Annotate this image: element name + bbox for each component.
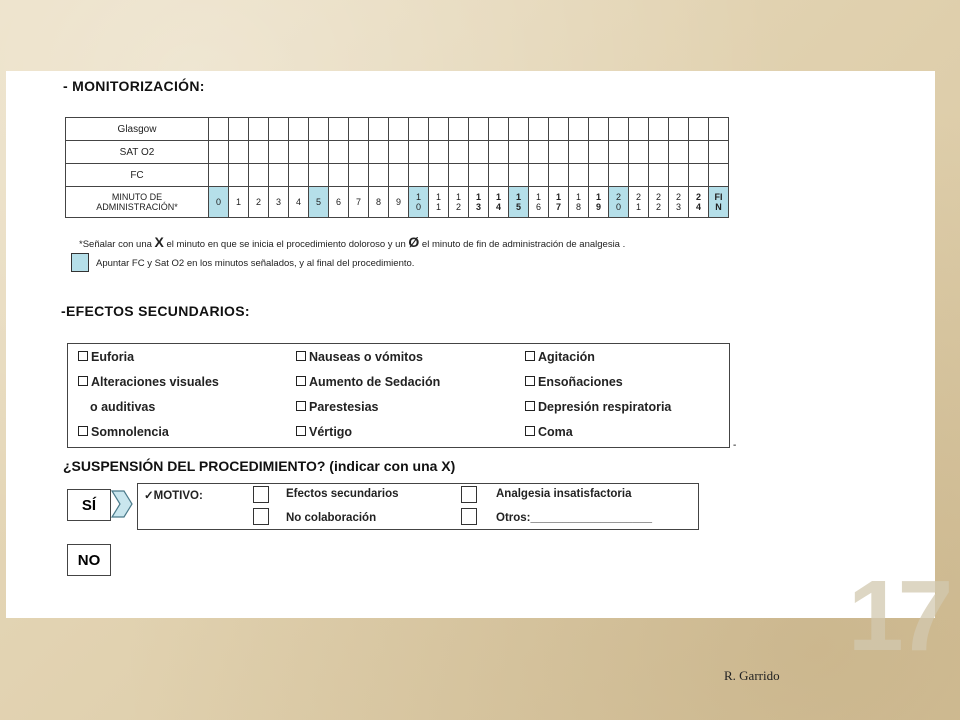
table-cell[interactable] bbox=[569, 141, 589, 164]
minute-cell-9[interactable]: 9 bbox=[389, 187, 409, 218]
slide-number: 17 bbox=[848, 560, 948, 672]
table-cell[interactable] bbox=[249, 141, 269, 164]
form-sheet bbox=[6, 71, 935, 618]
table-cell[interactable] bbox=[549, 141, 569, 164]
table-cell[interactable] bbox=[589, 118, 609, 141]
table-cell[interactable] bbox=[629, 164, 649, 187]
minute-cell-12[interactable]: 1 2 bbox=[449, 187, 469, 218]
table-cell[interactable] bbox=[509, 141, 529, 164]
table-cell[interactable] bbox=[329, 164, 349, 187]
minute-cell-3[interactable]: 3 bbox=[269, 187, 289, 218]
minute-cell-2[interactable]: 2 bbox=[249, 187, 269, 218]
option-efectos: Efectos secundarios bbox=[286, 488, 399, 500]
table-cell[interactable] bbox=[629, 118, 649, 141]
table-cell[interactable] bbox=[289, 141, 309, 164]
table-cell[interactable] bbox=[709, 164, 729, 187]
table-cell[interactable] bbox=[269, 118, 289, 141]
table-cell[interactable] bbox=[609, 141, 629, 164]
effect-coma[interactable]: Coma bbox=[525, 425, 573, 439]
table-cell[interactable] bbox=[549, 118, 569, 141]
note-text-a: *Señalar con una bbox=[79, 239, 152, 250]
table-cell[interactable] bbox=[269, 141, 289, 164]
table-cell[interactable] bbox=[269, 164, 289, 187]
highlight-legend-box bbox=[71, 253, 89, 272]
checkbox-icon bbox=[525, 376, 535, 386]
table-cell[interactable] bbox=[569, 118, 589, 141]
table-cell[interactable] bbox=[549, 164, 569, 187]
minute-cell-18[interactable]: 1 8 bbox=[569, 187, 589, 218]
table-cell[interactable] bbox=[329, 118, 349, 141]
row-label: Glasgow bbox=[66, 118, 209, 141]
table-cell[interactable] bbox=[329, 141, 349, 164]
table-cell[interactable] bbox=[649, 118, 669, 141]
yes-box[interactable]: SÍ bbox=[67, 489, 111, 521]
minute-cell-17[interactable]: 1 7 bbox=[549, 187, 569, 218]
table-cell[interactable] bbox=[389, 164, 409, 187]
minute-cell-21[interactable]: 2 1 bbox=[629, 187, 649, 218]
table-cell[interactable] bbox=[489, 141, 509, 164]
table-cell[interactable] bbox=[229, 164, 249, 187]
minute-cell-15[interactable]: 1 5 bbox=[509, 187, 529, 218]
suspension-question: ¿SUSPENSIÓN DEL PROCEDIMIENTO? (indicar con una X) bbox=[63, 458, 456, 474]
table-cell[interactable] bbox=[509, 118, 529, 141]
minute-cell-16[interactable]: 1 6 bbox=[529, 187, 549, 218]
table-cell[interactable] bbox=[589, 164, 609, 187]
checkbox-icon bbox=[296, 426, 306, 436]
chevron-right-icon bbox=[110, 489, 134, 519]
table-cell[interactable] bbox=[229, 141, 249, 164]
table-cell[interactable] bbox=[609, 164, 629, 187]
checkbox-icon bbox=[525, 426, 535, 436]
author-credit: R. Garrido bbox=[724, 668, 780, 683]
effect-ensonaciones[interactable]: Ensoñaciones bbox=[525, 375, 623, 389]
minute-cell-fin[interactable]: FI N bbox=[709, 187, 729, 218]
checkbox-icon bbox=[78, 376, 88, 386]
monitoring-title: - MONITORIZACIÓN: bbox=[63, 78, 205, 94]
checkbox-icon bbox=[296, 401, 306, 411]
minute-cell-24[interactable]: 2 4 bbox=[689, 187, 709, 218]
table-cell[interactable] bbox=[469, 164, 489, 187]
table-cell[interactable] bbox=[249, 164, 269, 187]
checkbox-icon bbox=[78, 351, 88, 361]
table-cell[interactable] bbox=[689, 164, 709, 187]
table-cell[interactable] bbox=[369, 141, 389, 164]
table-cell[interactable] bbox=[229, 118, 249, 141]
effect-agitacion[interactable]: Agitación bbox=[525, 350, 595, 364]
table-cell[interactable] bbox=[529, 141, 549, 164]
minute-cell-4[interactable]: 4 bbox=[289, 187, 309, 218]
table-cell[interactable] bbox=[569, 164, 589, 187]
effects-title: -EFECTOS SECUNDARIOS: bbox=[61, 303, 250, 319]
table-cell[interactable] bbox=[289, 118, 309, 141]
option-colaboracion: No colaboración bbox=[286, 512, 377, 524]
effect-vertigo[interactable]: Vértigo bbox=[296, 425, 352, 439]
minute-cell-8[interactable]: 8 bbox=[369, 187, 389, 218]
checkbox-analgesia[interactable] bbox=[461, 486, 477, 503]
table-cell[interactable] bbox=[409, 141, 429, 164]
table-cell[interactable] bbox=[709, 118, 729, 141]
minute-cell-6[interactable]: 6 bbox=[329, 187, 349, 218]
effect-sedacion[interactable]: Aumento de Sedación bbox=[296, 375, 440, 389]
table-cell[interactable] bbox=[709, 141, 729, 164]
table-cell[interactable] bbox=[289, 164, 309, 187]
table-cell[interactable] bbox=[449, 164, 469, 187]
checkbox-otros[interactable] bbox=[461, 508, 477, 525]
table-cell[interactable] bbox=[349, 141, 369, 164]
table-cell[interactable] bbox=[529, 118, 549, 141]
effect-euforia[interactable]: Euforia bbox=[78, 350, 134, 364]
effect-nauseas[interactable]: Nauseas o vómitos bbox=[296, 350, 423, 364]
table-row bbox=[66, 118, 729, 141]
checkbox-efectos[interactable] bbox=[253, 486, 269, 503]
monitoring-table bbox=[65, 117, 729, 218]
side-effects-box bbox=[67, 343, 730, 448]
table-cell[interactable] bbox=[469, 118, 489, 141]
table-cell[interactable] bbox=[669, 118, 689, 141]
minute-cell-0[interactable]: 0 bbox=[209, 187, 229, 218]
table-cell[interactable] bbox=[689, 118, 709, 141]
minute-row-label: MINUTO DE ADMINISTRACIÓN* bbox=[66, 187, 209, 218]
table-cell[interactable] bbox=[529, 164, 549, 187]
table-cell[interactable] bbox=[249, 118, 269, 141]
table-cell[interactable] bbox=[389, 141, 409, 164]
table-cell[interactable] bbox=[689, 141, 709, 164]
effect-somnolencia[interactable]: Somnolencia bbox=[78, 425, 169, 439]
checkbox-icon bbox=[78, 426, 88, 436]
table-cell[interactable] bbox=[669, 164, 689, 187]
note-empty-set-mark: Ø bbox=[408, 234, 420, 250]
table-cell[interactable] bbox=[429, 164, 449, 187]
table-cell[interactable] bbox=[349, 164, 369, 187]
effect-parestesias[interactable]: Parestesias bbox=[296, 400, 379, 414]
table-row bbox=[66, 141, 729, 164]
minute-cell-11[interactable]: 1 1 bbox=[429, 187, 449, 218]
effect-auditivas: o auditivas bbox=[90, 400, 156, 414]
checkbox-colaboracion[interactable] bbox=[253, 508, 269, 525]
checkbox-icon bbox=[525, 351, 535, 361]
note-x-mark: X bbox=[154, 234, 164, 250]
table-cell[interactable] bbox=[429, 141, 449, 164]
table-cell[interactable] bbox=[209, 141, 229, 164]
note-line-2: Apuntar FC y Sat O2 en los minutos señalados, y al final del procedimiento. bbox=[96, 258, 415, 269]
effect-alteraciones[interactable]: Alteraciones visuales bbox=[78, 375, 219, 389]
option-analgesia: Analgesia insatisfactoria bbox=[496, 488, 632, 500]
minute-cell-7[interactable]: 7 bbox=[349, 187, 369, 218]
minute-cell-5[interactable]: 5 bbox=[309, 187, 329, 218]
motivo-box bbox=[137, 483, 699, 530]
minute-cell-13[interactable]: 1 3 bbox=[469, 187, 489, 218]
note-line-1 bbox=[79, 234, 625, 250]
table-cell[interactable] bbox=[469, 141, 489, 164]
minute-cell-10[interactable]: 1 0 bbox=[409, 187, 429, 218]
dash-mark: - bbox=[733, 440, 737, 451]
table-cell[interactable] bbox=[649, 164, 669, 187]
table-cell[interactable] bbox=[669, 141, 689, 164]
table-row bbox=[66, 164, 729, 187]
minute-cell-19[interactable]: 1 9 bbox=[589, 187, 609, 218]
row-label: FC bbox=[66, 164, 209, 187]
table-cell[interactable] bbox=[449, 118, 469, 141]
table-cell[interactable] bbox=[489, 164, 509, 187]
minute-cell-23[interactable]: 2 3 bbox=[669, 187, 689, 218]
table-cell[interactable] bbox=[629, 141, 649, 164]
minute-cell-1[interactable]: 1 bbox=[229, 187, 249, 218]
no-box[interactable]: NO bbox=[67, 544, 111, 576]
table-cell[interactable] bbox=[609, 118, 629, 141]
table-cell[interactable] bbox=[309, 164, 329, 187]
option-otros: Otros:___________________ bbox=[496, 512, 653, 524]
table-cell[interactable] bbox=[409, 164, 429, 187]
note-text-b: el minuto en que se inicia el procedimiento doloroso y un bbox=[166, 239, 406, 250]
table-cell[interactable] bbox=[389, 118, 409, 141]
table-cell[interactable] bbox=[509, 164, 529, 187]
table-cell[interactable] bbox=[369, 118, 389, 141]
row-label: SAT O2 bbox=[66, 141, 209, 164]
table-cell[interactable] bbox=[349, 118, 369, 141]
minute-cell-20[interactable]: 2 0 bbox=[609, 187, 629, 218]
table-cell[interactable] bbox=[589, 141, 609, 164]
table-cell[interactable] bbox=[309, 141, 329, 164]
table-cell[interactable] bbox=[369, 164, 389, 187]
checkbox-icon bbox=[296, 376, 306, 386]
table-cell[interactable] bbox=[449, 141, 469, 164]
motivo-label: ✓MOTIVO: bbox=[144, 490, 203, 502]
effect-depresion[interactable]: Depresión respiratoria bbox=[525, 400, 671, 414]
minute-row bbox=[66, 187, 729, 218]
table-cell[interactable] bbox=[409, 118, 429, 141]
note-text-c: el minuto de fin de administración de analgesia . bbox=[421, 239, 626, 250]
minute-cell-14[interactable]: 1 4 bbox=[489, 187, 509, 218]
table-cell[interactable] bbox=[209, 118, 229, 141]
table-cell[interactable] bbox=[649, 141, 669, 164]
minute-cell-22[interactable]: 2 2 bbox=[649, 187, 669, 218]
checkbox-icon bbox=[296, 351, 306, 361]
table-cell[interactable] bbox=[309, 118, 329, 141]
table-cell[interactable] bbox=[429, 118, 449, 141]
table-cell[interactable] bbox=[209, 164, 229, 187]
table-cell[interactable] bbox=[489, 118, 509, 141]
checkbox-icon bbox=[525, 401, 535, 411]
